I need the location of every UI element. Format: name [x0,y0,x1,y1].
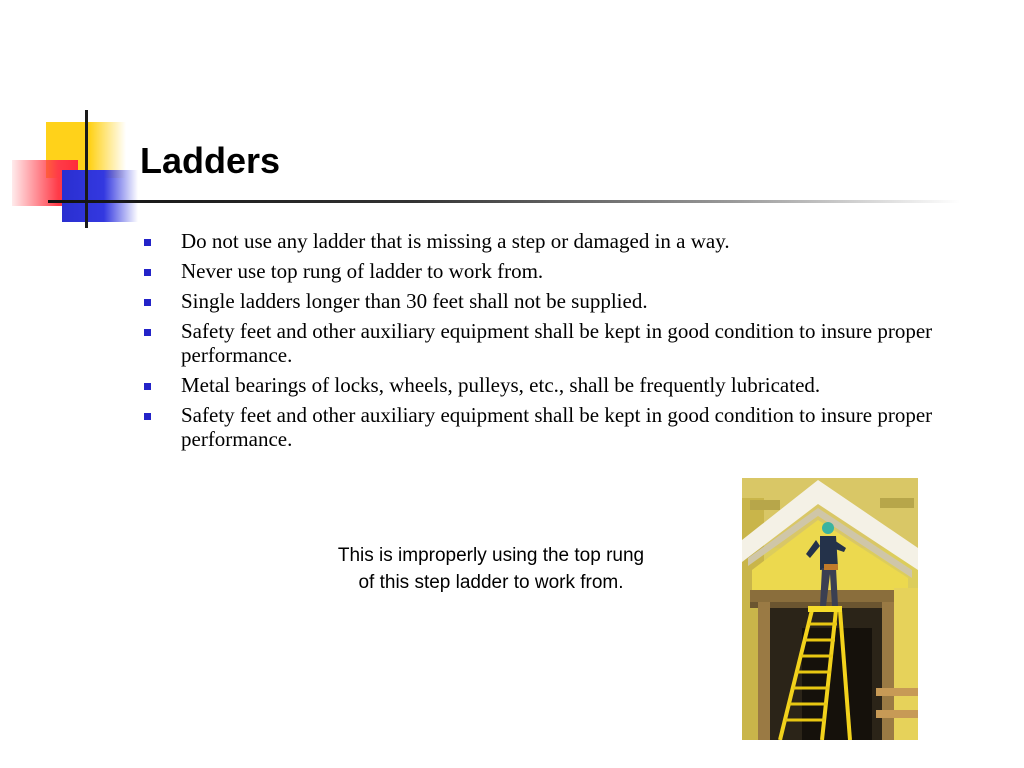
bullet-item [140,373,970,397]
square-bullet-icon [144,299,151,306]
square-bullet-icon [144,383,151,390]
caption-line-1: This is improperly using the top rung [337,545,645,566]
bullet-item [140,259,970,283]
square-bullet-icon [144,329,151,336]
square-bullet-icon [144,239,151,246]
title-underline [48,200,960,203]
bullet-text: Never use top rung of ladder to work from. [181,259,544,283]
bullet-text: Safety feet and other auxiliary equipment shall be kept in good condition to insure proper performance. [181,319,933,367]
slide-title: Ladders [140,140,281,181]
vertical-rule [85,110,88,228]
caption-line-2: of this step ladder to work from. [358,572,624,593]
bullet-item [140,319,970,367]
square-bullet-icon [144,269,151,276]
bullet-item [140,403,970,451]
bullet-item [140,289,970,313]
photo-caption [296,542,686,596]
bullet-item [140,229,970,253]
bullet-text: Safety feet and other auxiliary equipment shall be kept in good condition to insure proper performance. [181,403,933,451]
blue-square-decoration [62,170,138,222]
bullet-text: Single ladders longer than 30 feet shall not be supplied. [181,289,648,313]
square-bullet-icon [144,413,151,420]
bullet-text: Do not use any ladder that is missing a step or damaged in a way. [181,229,730,253]
bullet-list [140,229,970,457]
ladder-photo [742,478,918,740]
ladder-photo-illustration [742,478,918,740]
bullet-text: Metal bearings of locks, wheels, pulleys, etc., shall be frequently lubricated. [181,373,821,397]
